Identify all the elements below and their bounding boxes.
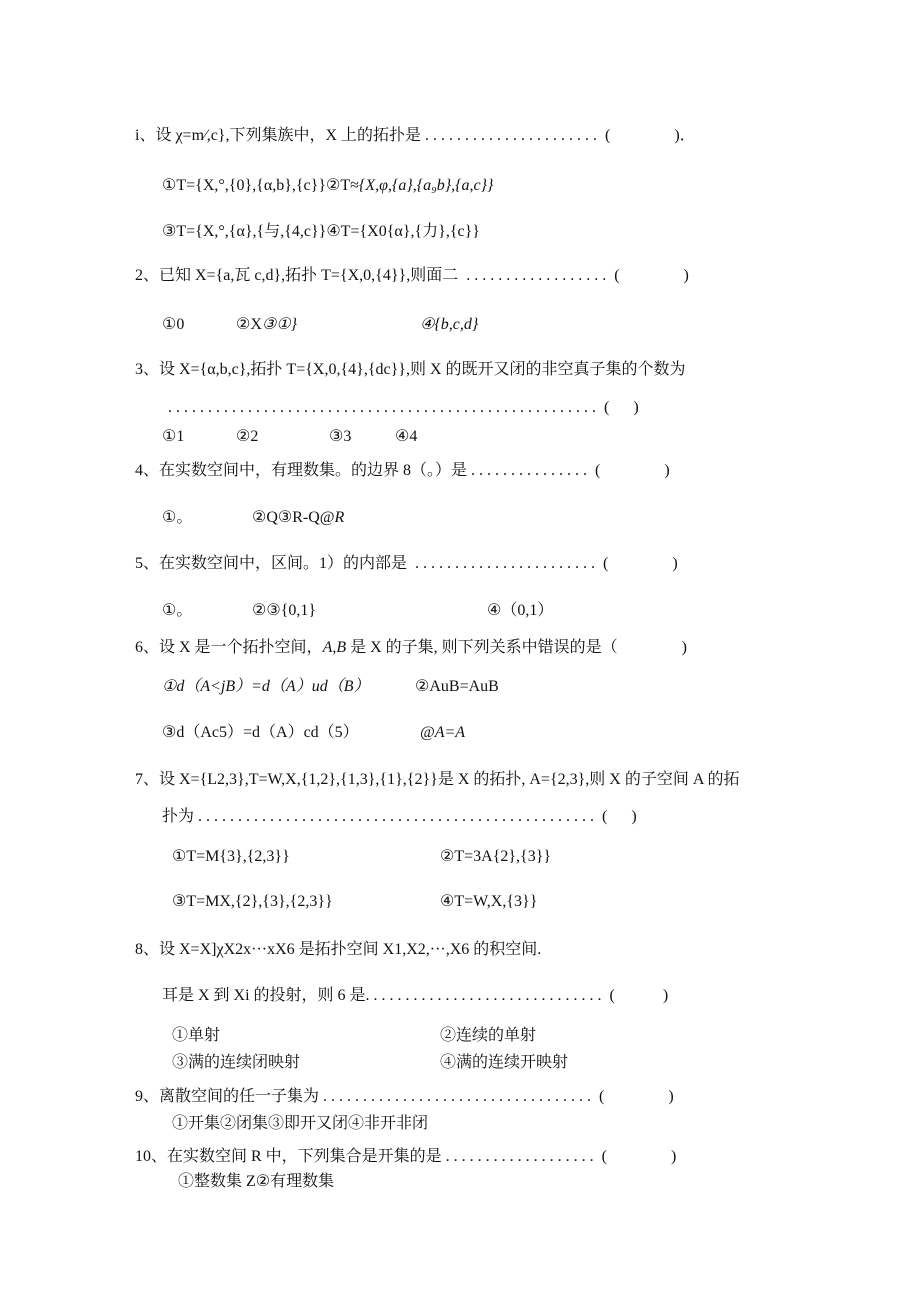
question-3-answer-line: . . . . . . . . . . . . . . . . . . . . . . . . . . . . . . . . . . . . . . . . . . . . . . . . . . . . . . ( ) bbox=[168, 399, 639, 416]
question-5-option-4: ④（0,1） bbox=[487, 602, 554, 619]
question-3-stem: 3、设 X={α,b,c},拓扑 T={X,0,{4},{dc}},则 X 的既开又闭的非空真子集的个数为 bbox=[135, 361, 686, 378]
question-3-option-2: ②2 bbox=[236, 428, 259, 445]
question-6-option-4: @A=A bbox=[420, 724, 466, 741]
question-8-option-2: ②连续的单射 bbox=[440, 1027, 537, 1044]
question-8-option-4: ④满的连续开映射 bbox=[440, 1054, 569, 1071]
question-7-option-4: ④T=W,X,{3}} bbox=[440, 893, 538, 910]
question-6-stem: 6、设 X 是一个拓扑空间，A,B 是 X 的子集, 则下列关系中错误的是（ ) bbox=[135, 639, 687, 656]
question-5-stem: 5、在实数空间中，区间。1）的内部是 . . . . . . . . . . . . . . . . . . . . . . . ( ) bbox=[135, 555, 678, 572]
question-2-stem: 2、已知 X={a,瓦 c,d},拓扑 T={X,0,{4}},则面二 . . . . . . . . . . . . . . . . . . ( ) bbox=[135, 267, 689, 284]
question-8-stem-cont: 耳是 X 到 Xi 的投射，则 6 是. . . . . . . . . . . . . . . . . . . . . . . . . . . . . . ( ) bbox=[162, 987, 669, 1004]
question-1-stem: i、设 χ=m∕,c},下列集族中，X 上的拓扑是 . . . . . . . . . . . . . . . . . . . . . . ( )． bbox=[135, 127, 696, 144]
question-8-option-1: ①单射 bbox=[172, 1027, 221, 1044]
question-6-option-3: ③d（Ac5）=d（A）cd（5） bbox=[162, 724, 359, 741]
question-2-option-1: ①0 bbox=[162, 316, 185, 333]
question-8-option-3: ③满的连续闭映射 bbox=[172, 1054, 301, 1071]
question-8-stem: 8、设 X=X]χX2x···xX6 是拓扑空间 X1,X2,···,X6 的积空间. bbox=[135, 941, 542, 958]
question-1-option-1-2: ①T={X,°,{0},{α,b},{c}}②T≈{X,φ,{a},{a₉b},{a,c}} bbox=[162, 177, 494, 194]
question-10-stem: 10、在实数空间 R 中，下列集合是开集的是 . . . . . . . . . . . . . . . . . . . ( ) bbox=[135, 1148, 677, 1165]
question-2-option-4: ④{b,c,d} bbox=[420, 316, 479, 333]
question-10-options: ①整数集 Z②有理数集 bbox=[178, 1173, 335, 1190]
question-7-option-3: ③T=MX,{2},{3},{2,3}} bbox=[172, 893, 333, 910]
question-7-stem: 7、设 X={L2,3},T=W,X,{1,2},{1,3},{1},{2}}是 X 的拓扑, A={2,3},则 X 的子空间 A 的拓 bbox=[135, 771, 740, 788]
question-5-option-2-3: ②③{0,1} bbox=[252, 602, 317, 619]
question-5-option-1: ①。 bbox=[162, 602, 193, 619]
question-6-option-1: ①d（A<jB）=d（A）ud（B） bbox=[162, 678, 370, 695]
question-3-option-1: ①1 bbox=[162, 428, 185, 445]
question-7-option-1: ①T=M{3},{2,3}} bbox=[172, 848, 290, 865]
question-6-option-2: ②AuB=AuB bbox=[415, 678, 499, 695]
question-1-option-3-4: ③T={X,°,{α},{与,{4,c}}④T={X0{α},{力},{c}} bbox=[162, 223, 480, 240]
question-4-stem: 4、在实数空间中，有理数集。的边界 8（。）是 . . . . . . . . . . . . . . . ( ) bbox=[135, 462, 670, 479]
question-9-stem: 9、离散空间的任一子集为 . . . . . . . . . . . . . . . . . . . . . . . . . . . . . . . . . . ( ) bbox=[135, 1088, 674, 1105]
question-7-stem-cont: 扑为 . . . . . . . . . . . . . . . . . . . . . . . . . . . . . . . . . . . . . . . . . . . . . . . . . . ( ) bbox=[162, 808, 637, 825]
question-9-options: ①开集②闭集③即开又闭④非开非闭 bbox=[172, 1115, 429, 1132]
question-4-option-2-3-4: ②Q③R-Q@R bbox=[252, 509, 345, 526]
question-4-option-1: ①。 bbox=[162, 509, 193, 526]
question-7-option-2: ②T=3A{2},{3}} bbox=[440, 848, 552, 865]
question-3-option-3: ③3 bbox=[329, 428, 352, 445]
question-3-option-4: ④4 bbox=[395, 428, 418, 445]
question-2-option-2-3: ②X③①} bbox=[236, 316, 297, 333]
